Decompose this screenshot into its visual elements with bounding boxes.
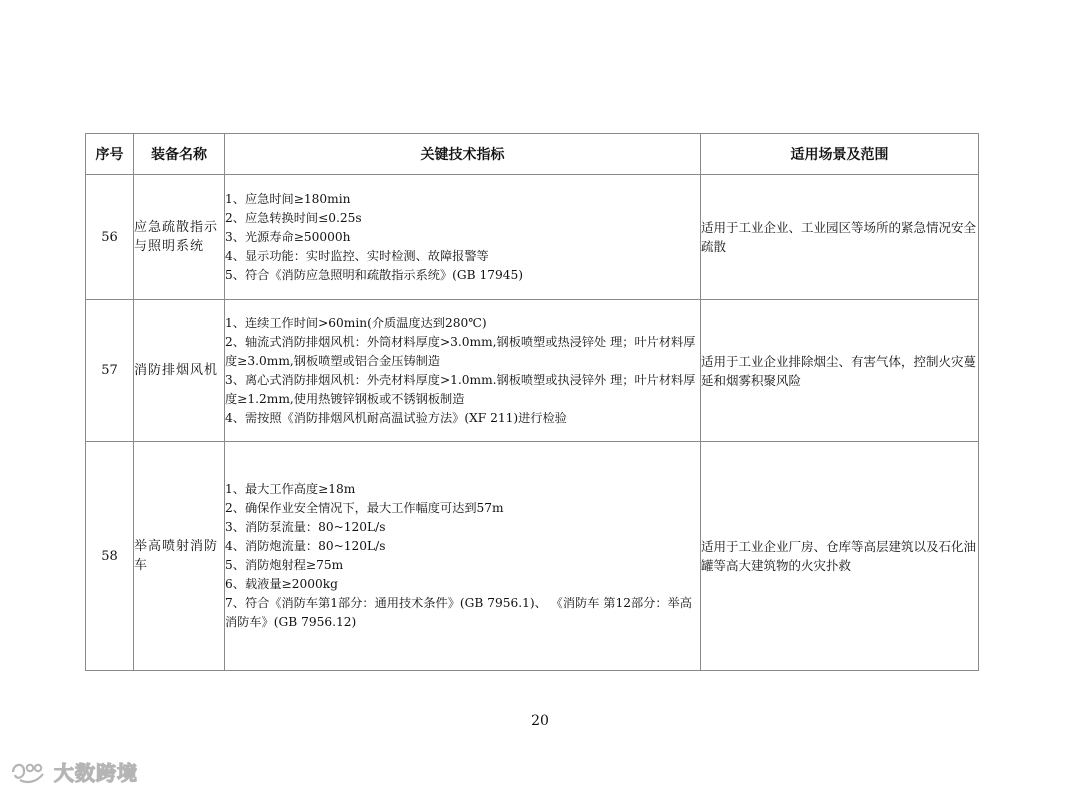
spec-item: 1、最大工作高度≥18m [225, 482, 356, 496]
header-key-specs: 关键技术指标 [225, 134, 701, 175]
spec-item: 4、消防炮流量：80~120L/s [225, 539, 386, 553]
spec-item: 5、符合《消防应急照明和疏散指示系统》(GB 17945) [225, 267, 523, 282]
spec-item: 3、光源寿命≥50000h [225, 229, 351, 244]
row-specs [225, 175, 701, 300]
row-scope: 适用于工业企业排除烟尘、有害气体，控制火灾蔓延和烟雾积聚风险 [701, 300, 979, 442]
table-row [86, 175, 979, 300]
row-equipment-name: 举高喷射消防车 [134, 442, 225, 671]
spec-item: 6、载液量≥2000kg [225, 577, 338, 591]
page-number: 20 [531, 713, 549, 729]
row-scope: 适用于工业企业厂房、仓库等高层建筑以及石化油罐等高大建筑物的火灾扑救 [701, 442, 979, 671]
row-specs [225, 300, 701, 442]
row-scope: 适用于工业企业、工业园区等场所的紧急情况安全疏散 [701, 175, 979, 300]
row-specs [225, 442, 701, 671]
spec-item: 1、应急时间≥180min [225, 191, 351, 206]
spec-item: 2、轴流式消防排烟风机：外筒材料厚度>3.0mm,钢板喷塑或热浸锌处 理；叶片材料厚度≥3.0mm,钢板喷塑或铝合金压铸制造 [225, 334, 696, 368]
table-row [86, 300, 979, 442]
spec-item: 4、显示功能：实时监控、实时检测、故障报警等 [225, 248, 489, 263]
header-scope: 适用场景及范围 [701, 134, 979, 175]
spec-item: 2、应急转换时间≤0.25s [225, 210, 362, 225]
row-serial: 57 [86, 300, 134, 442]
spec-item: 7、符合《消防车第1部分：通用技术条件》(GB 7956.1)、 《消防车 第12部分：举高消防车》(GB 7956.12) [225, 596, 692, 629]
row-serial: 58 [86, 442, 134, 671]
spec-item: 1、连续工作时间>60min(介质温度达到280℃) [225, 315, 487, 330]
table-row [86, 442, 979, 671]
brand-logo-icon [10, 759, 50, 785]
header-serial: 序号 [86, 134, 134, 175]
spec-item: 3、离心式消防排烟风机：外壳材料厚度>1.0mm.钢板喷塑或执浸锌外 理；叶片材料厚度≥1.2mm,使用热镀锌钢板或不锈钢板制造 [225, 372, 696, 406]
watermark [10, 757, 138, 786]
spec-item: 2、确保作业安全情况下，最大工作幅度可达到57m [225, 501, 504, 515]
table-header-row [86, 134, 979, 175]
equipment-table [85, 133, 979, 671]
spec-item: 5、消防炮射程≥75m [225, 558, 344, 572]
spec-item: 4、需按照《消防排烟风机耐高温试验方法》(XF 211)进行检验 [225, 410, 567, 425]
header-equipment-name: 装备名称 [134, 134, 225, 175]
row-serial: 56 [86, 175, 134, 300]
spec-item: 3、消防泵流量：80~120L/s [225, 520, 386, 534]
row-equipment-name: 应急疏散指示与照明系统 [134, 175, 225, 300]
row-equipment-name: 消防排烟风机 [134, 300, 225, 442]
watermark-text: 大数跨境 [54, 761, 138, 785]
